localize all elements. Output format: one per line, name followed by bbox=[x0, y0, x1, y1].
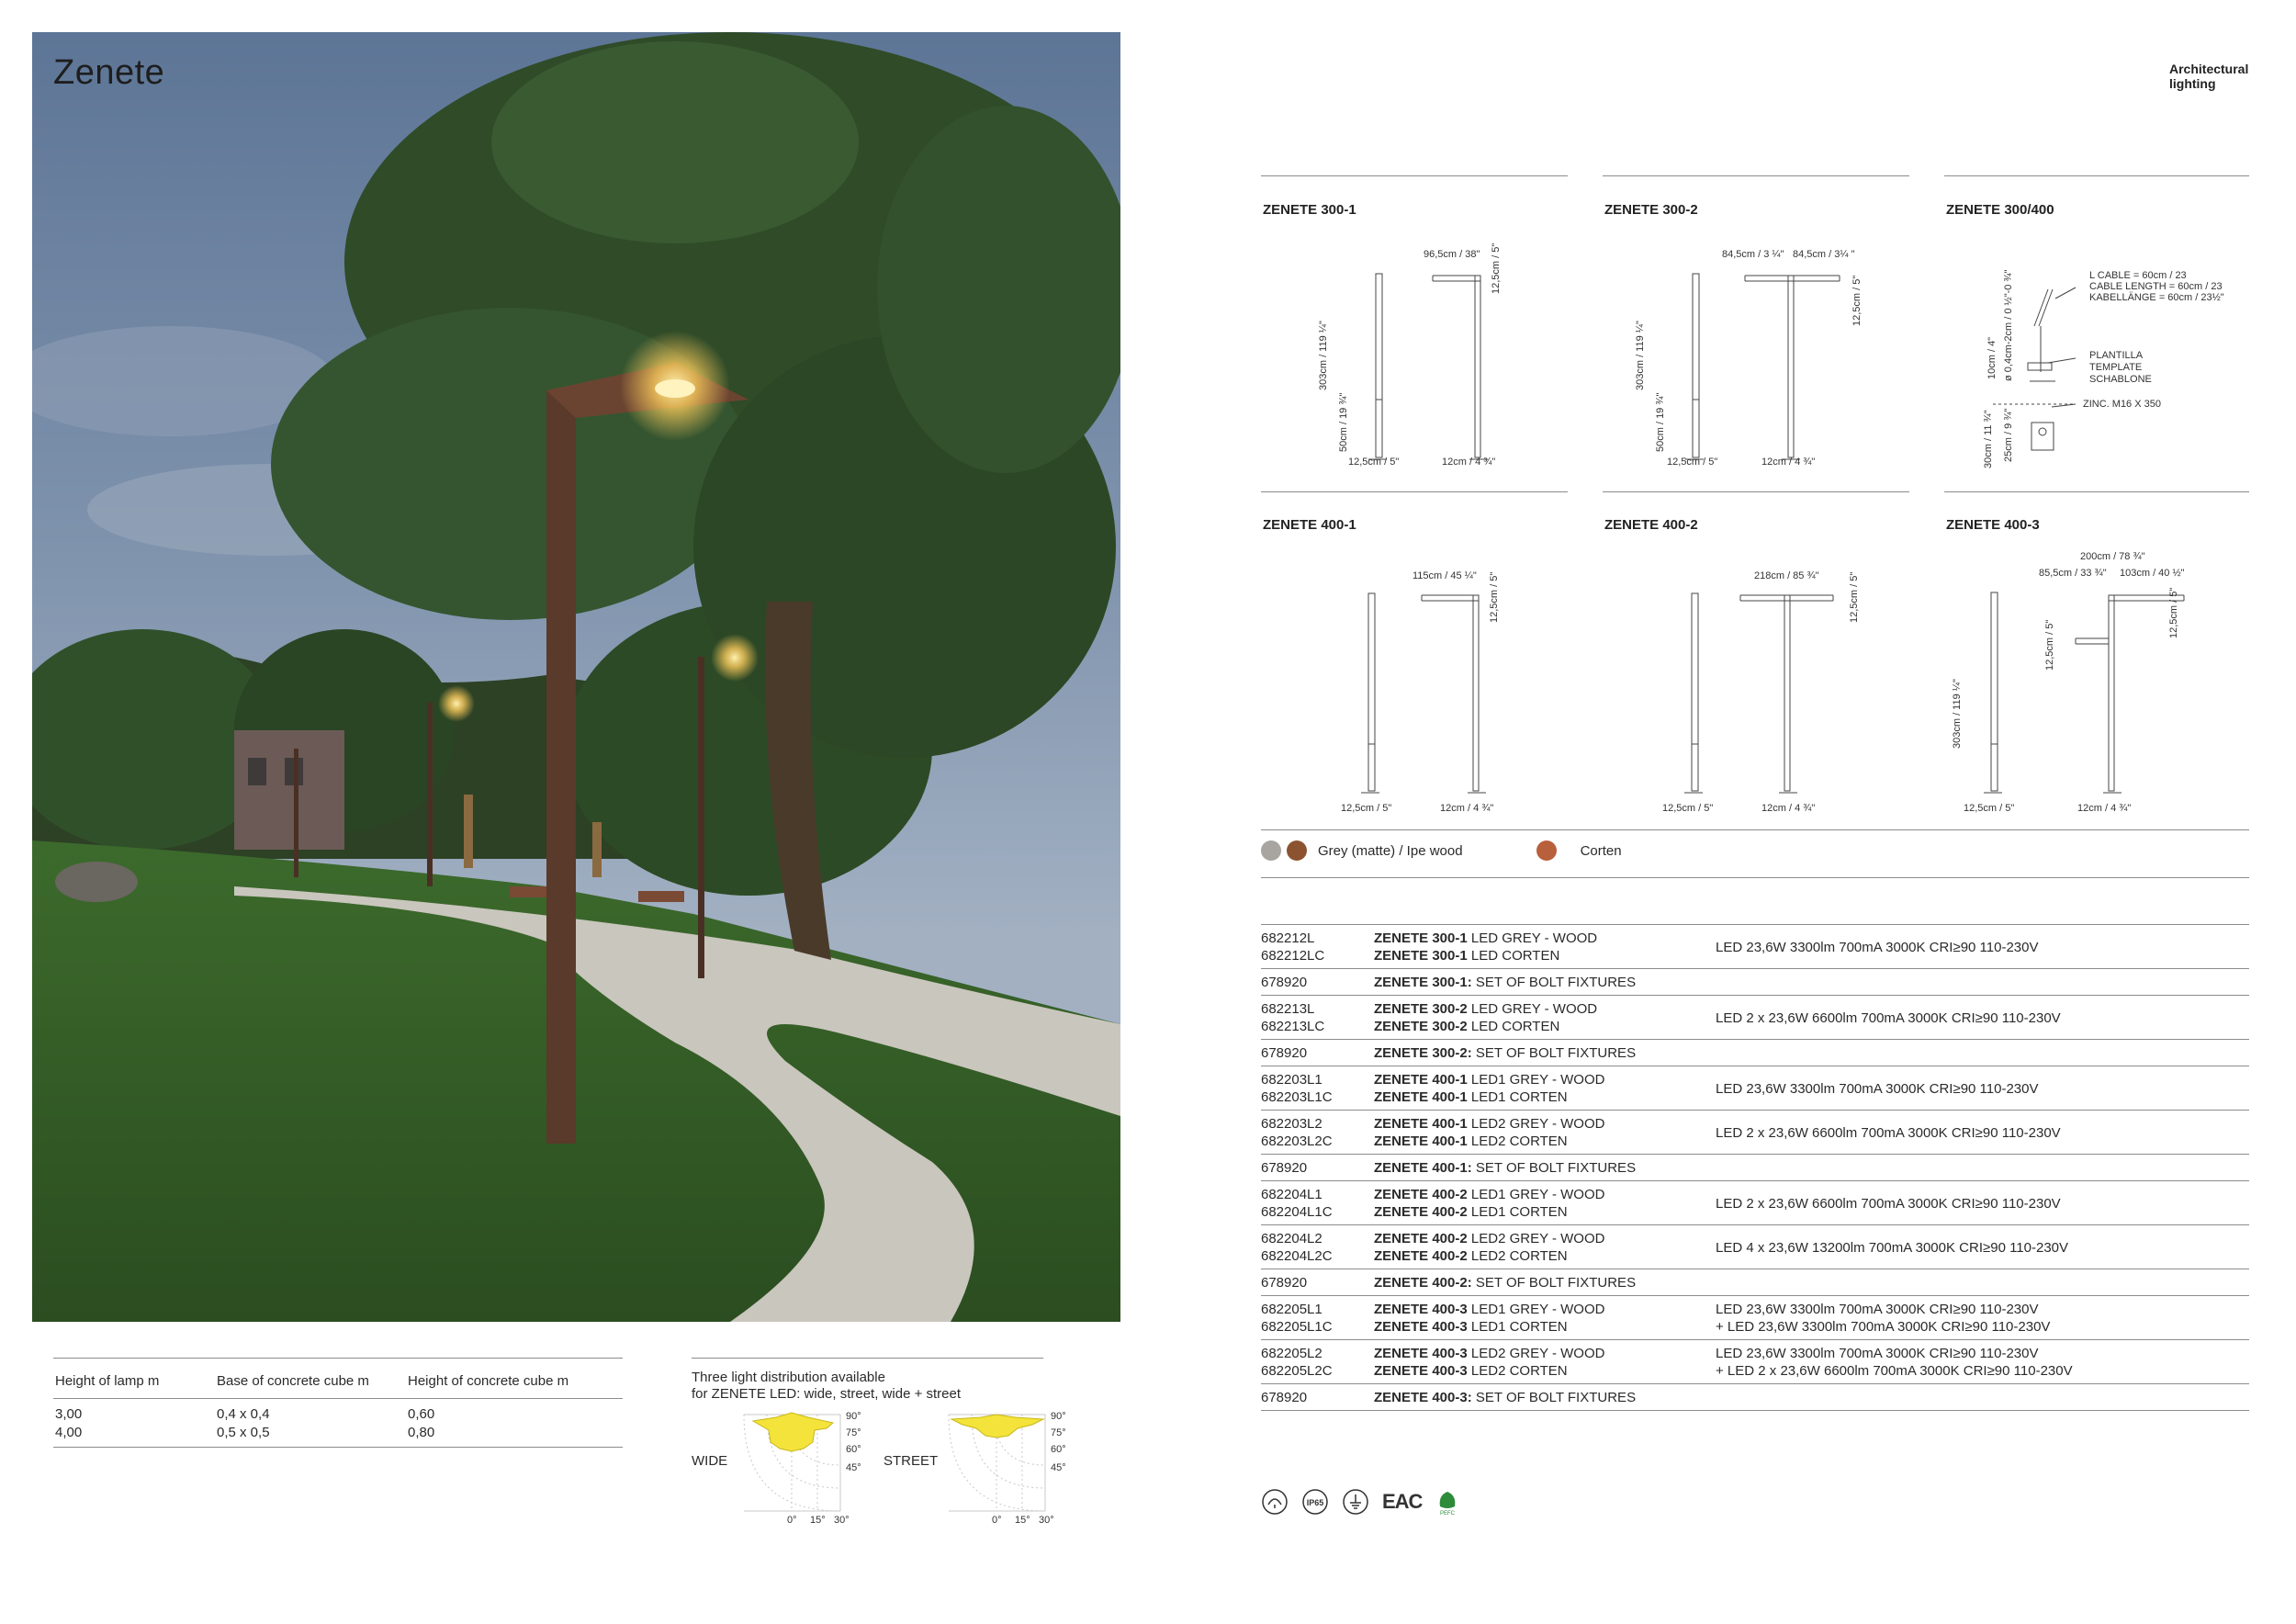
drawing-title-400-3: ZENETE 400-3 bbox=[1946, 517, 2040, 533]
table-row bbox=[1261, 1224, 2249, 1269]
product-name bbox=[1374, 1230, 1716, 1265]
angle-label: 15° bbox=[810, 1515, 826, 1525]
product-name bbox=[1374, 1115, 1716, 1150]
model-name: ZENETE 400-2 bbox=[1374, 1231, 1468, 1246]
angle-label: 0° bbox=[992, 1515, 1002, 1525]
divider bbox=[1944, 491, 2249, 492]
variant-name: LED1 CORTEN bbox=[1467, 1089, 1568, 1105]
table-row bbox=[1261, 924, 2249, 968]
street-label: STREET bbox=[884, 1453, 939, 1469]
dim-total: 200cm / 78 ¾" bbox=[2080, 551, 2145, 562]
variant-name: LED1 GREY - WOOD bbox=[1467, 1302, 1605, 1317]
code-line: 682203L1C bbox=[1261, 1089, 1333, 1105]
wide-polar-diagram bbox=[739, 1410, 900, 1525]
angle-label: 75° bbox=[846, 1427, 861, 1438]
code-line: 678920 bbox=[1261, 1045, 1308, 1061]
name-line bbox=[1374, 1389, 1716, 1406]
spec-line: LED 2 x 23,6W 6600lm 700mA 3000K CRI≥90 110-230V bbox=[1716, 1195, 2061, 1212]
spec-line: LED 4 x 23,6W 13200lm 700mA 3000K CRI≥90 110-230V bbox=[1716, 1239, 2069, 1256]
name-line bbox=[1374, 1203, 1716, 1221]
drawing-title-300-1: ZENETE 300-1 bbox=[1263, 202, 1356, 218]
product-code bbox=[1261, 1000, 1374, 1035]
table-row bbox=[1261, 1383, 2249, 1410]
dim-v2: 10cm / 4" bbox=[1986, 336, 1998, 379]
dim-head: 12,5cm / 5" bbox=[1489, 571, 1500, 623]
model-name: ZENETE 400-2 bbox=[1374, 1204, 1468, 1220]
table-row bbox=[53, 1404, 623, 1423]
spec-line: LED 23,6W 3300lm 700mA 3000K CRI≥90 110-230V bbox=[1716, 939, 2039, 955]
product-name bbox=[1374, 1345, 1716, 1380]
product-name bbox=[1374, 1000, 1716, 1035]
variant-name: LED2 CORTEN bbox=[1467, 1363, 1568, 1379]
table-row bbox=[1261, 1269, 2249, 1295]
product-name bbox=[1374, 974, 1716, 991]
name-line bbox=[1374, 1159, 1716, 1177]
model-name: ZENETE 400-1: bbox=[1374, 1160, 1472, 1176]
angle-label: 60° bbox=[1051, 1444, 1066, 1455]
code-line: 678920 bbox=[1261, 975, 1308, 990]
model-name: ZENETE 400-1 bbox=[1374, 1133, 1468, 1149]
drawing-300-400 bbox=[1975, 243, 2241, 482]
product-code bbox=[1261, 1044, 1374, 1062]
variant-name: LED2 GREY - WOOD bbox=[1467, 1231, 1605, 1246]
code-line: 682212L bbox=[1261, 930, 1315, 946]
brand-line-2: lighting bbox=[2169, 76, 2216, 91]
variant-name: LED2 GREY - WOOD bbox=[1467, 1116, 1605, 1132]
brand-label bbox=[2169, 62, 2248, 91]
earth-ground-icon bbox=[1342, 1488, 1369, 1516]
model-name: ZENETE 300-1 bbox=[1374, 948, 1468, 964]
cell: 0,4 x 0,4 bbox=[217, 1406, 270, 1422]
product-spec bbox=[1716, 1080, 2249, 1098]
name-line bbox=[1374, 1274, 1716, 1291]
divider bbox=[1261, 491, 1568, 492]
product-name bbox=[1374, 1274, 1716, 1291]
angle-label: 90° bbox=[846, 1411, 861, 1422]
model-name: ZENETE 300-2 bbox=[1374, 1019, 1468, 1034]
dim-height: 303cm / 119 ¼" bbox=[1952, 679, 1963, 749]
dim-head-left: 12,5cm / 5" bbox=[2044, 619, 2055, 671]
model-name: ZENETE 300-2 bbox=[1374, 1001, 1468, 1017]
name-line bbox=[1374, 1088, 1716, 1106]
code-line: 682205L2C bbox=[1261, 1363, 1333, 1379]
angle-label: 45° bbox=[1051, 1462, 1066, 1473]
spec-line: LED 23,6W 3300lm 700mA 3000K CRI≥90 110-230V bbox=[1716, 1346, 2039, 1361]
dim-width-2: 12cm / 4 ¾" bbox=[2077, 803, 2132, 814]
ip-label: IP65 bbox=[1306, 1498, 1324, 1507]
product-spec bbox=[1716, 1345, 2249, 1380]
name-line bbox=[1374, 1230, 1716, 1247]
code-line: 682204L2C bbox=[1261, 1248, 1333, 1264]
cable-label-1: L CABLE = 60cm / 23 bbox=[2089, 270, 2187, 281]
cell: 4,00 bbox=[55, 1425, 83, 1440]
light-distribution bbox=[692, 1358, 1043, 1403]
drawing-400-2 bbox=[1662, 560, 1892, 818]
cable-label-3: KABELLÄNGE = 60cm / 23½" bbox=[2089, 292, 2224, 303]
dim-width-1: 12,5cm / 5" bbox=[1341, 803, 1392, 814]
table-row bbox=[1261, 968, 2249, 995]
table-row bbox=[1261, 1154, 2249, 1180]
product-spec bbox=[1716, 1301, 2249, 1336]
variant-name: SET OF BOLT FIXTURES bbox=[1471, 1160, 1637, 1176]
table-row bbox=[1261, 995, 2249, 1039]
model-name: ZENETE 300-1 bbox=[1374, 930, 1468, 946]
code-line: 682203L2C bbox=[1261, 1133, 1333, 1149]
dim-width-1: 12,5cm / 5" bbox=[1667, 457, 1718, 468]
model-name: ZENETE 400-1 bbox=[1374, 1072, 1468, 1088]
dim-v1: ø 0,4cm-2cm / 0 ½"-0 ¾" bbox=[2003, 269, 2014, 381]
product-spec bbox=[1716, 1124, 2249, 1142]
dim-base: 50cm / 19 ¾" bbox=[1655, 392, 1666, 452]
model-name: ZENETE 300-2: bbox=[1374, 1045, 1472, 1061]
angle-label: 45° bbox=[846, 1462, 861, 1473]
certifications bbox=[1261, 1488, 1460, 1516]
model-name: ZENETE 400-1 bbox=[1374, 1116, 1468, 1132]
dim-arm: 96,5cm / 38" bbox=[1424, 249, 1480, 260]
model-name: ZENETE 400-2: bbox=[1374, 1275, 1472, 1291]
drawing-300-2 bbox=[1630, 239, 1896, 478]
dim-base: 50cm / 19 ¾" bbox=[1338, 392, 1349, 452]
name-line bbox=[1374, 1345, 1716, 1362]
table-row bbox=[1261, 1110, 2249, 1154]
model-name: ZENETE 400-3 bbox=[1374, 1363, 1468, 1379]
divider bbox=[1261, 1410, 2249, 1411]
pefc-leaf-icon bbox=[1435, 1488, 1460, 1516]
product-spec bbox=[1716, 1239, 2249, 1257]
name-line bbox=[1374, 1044, 1716, 1062]
dim-width-1: 12,5cm / 5" bbox=[1964, 803, 2015, 814]
variant-name: SET OF BOLT FIXTURES bbox=[1471, 1275, 1637, 1291]
model-name: ZENETE 400-3 bbox=[1374, 1302, 1468, 1317]
street-polar-diagram bbox=[944, 1410, 1105, 1525]
product-spec bbox=[1716, 1009, 2249, 1027]
name-line bbox=[1374, 1186, 1716, 1203]
ip-rating-icon bbox=[1301, 1488, 1329, 1516]
product-code bbox=[1261, 1345, 1374, 1380]
name-line bbox=[1374, 947, 1716, 964]
product-name bbox=[1374, 1044, 1716, 1062]
eac-mark-icon: EAC bbox=[1382, 1490, 1423, 1513]
code-line: 682203L1 bbox=[1261, 1072, 1322, 1088]
variant-name: SET OF BOLT FIXTURES bbox=[1471, 975, 1637, 990]
variant-name: SET OF BOLT FIXTURES bbox=[1471, 1045, 1637, 1061]
name-line bbox=[1374, 1247, 1716, 1265]
dim-width-2: 12cm / 4 ¾" bbox=[1761, 457, 1816, 468]
dim-width-1: 12,5cm / 5" bbox=[1348, 457, 1400, 468]
model-name: ZENETE 400-2 bbox=[1374, 1187, 1468, 1202]
spec-line: LED 23,6W 3300lm 700mA 3000K CRI≥90 110-230V bbox=[1716, 1080, 2039, 1097]
dim-v4: 30cm / 11 ¾" bbox=[1983, 410, 1994, 468]
table-row bbox=[53, 1423, 623, 1441]
finish-label-1: Grey (matte) / Ipe wood bbox=[1318, 842, 1463, 859]
name-line bbox=[1374, 1071, 1716, 1088]
dim-arm: 218cm / 85 ¾" bbox=[1754, 570, 1819, 581]
model-name: ZENETE 400-2 bbox=[1374, 1248, 1468, 1264]
product-code bbox=[1261, 1274, 1374, 1291]
code-line: 682212LC bbox=[1261, 948, 1325, 964]
template-label-3: SCHABLONE bbox=[2089, 374, 2152, 385]
variant-name: LED1 GREY - WOOD bbox=[1467, 1072, 1605, 1088]
product-spec bbox=[1716, 939, 2249, 956]
template-label-1: PLANTILLA bbox=[2089, 350, 2144, 361]
dimension-table bbox=[53, 1358, 623, 1448]
code-line: 682213LC bbox=[1261, 1019, 1325, 1034]
product-photo bbox=[32, 32, 1120, 1322]
name-line bbox=[1374, 1133, 1716, 1150]
header-base-of-cube: Base of concrete cube m bbox=[217, 1373, 369, 1389]
model-name: ZENETE 400-3 bbox=[1374, 1346, 1468, 1361]
product-name bbox=[1374, 1186, 1716, 1221]
drawing-title-300-2: ZENETE 300-2 bbox=[1604, 202, 1698, 218]
divider bbox=[1944, 175, 2249, 176]
finish-label-2: Corten bbox=[1580, 842, 1622, 859]
distribution-line-1: Three light distribution available bbox=[692, 1370, 885, 1385]
cell: 3,00 bbox=[55, 1406, 83, 1422]
dim-arm-right: 84,5cm / 3¼ " bbox=[1793, 249, 1855, 260]
product-table bbox=[1261, 924, 2249, 1411]
cell: 0,60 bbox=[408, 1406, 435, 1422]
spec-line: LED 2 x 23,6W 6600lm 700mA 3000K CRI≥90 110-230V bbox=[1716, 1124, 2061, 1141]
dim-width-2: 12cm / 4 ¾" bbox=[1440, 803, 1494, 814]
spec-line: LED 23,6W 3300lm 700mA 3000K CRI≥90 110-230V bbox=[1716, 1302, 2039, 1317]
cell: 0,5 x 0,5 bbox=[217, 1425, 270, 1440]
product-name bbox=[1374, 1071, 1716, 1106]
angle-label: 60° bbox=[846, 1444, 861, 1455]
code-line: 682205L1C bbox=[1261, 1319, 1333, 1335]
dim-arm-right: 103cm / 40 ½" bbox=[2120, 568, 2185, 579]
divider bbox=[1261, 175, 1568, 176]
cell: 0,80 bbox=[408, 1425, 435, 1440]
code-line: 682203L2 bbox=[1261, 1116, 1322, 1132]
angle-label: 30° bbox=[834, 1515, 850, 1525]
dim-width-2: 12cm / 4 ¾" bbox=[1442, 457, 1496, 468]
code-line: 682205L1 bbox=[1261, 1302, 1322, 1317]
drawing-400-3 bbox=[1947, 547, 2245, 818]
lamp-rating-icon bbox=[1261, 1488, 1289, 1516]
dim-width-1: 12,5cm / 5" bbox=[1662, 803, 1714, 814]
product-code bbox=[1261, 930, 1374, 964]
dim-head: 12,5cm / 5" bbox=[1851, 275, 1863, 326]
product-name bbox=[1374, 930, 1716, 964]
product-code bbox=[1261, 1115, 1374, 1150]
name-line bbox=[1374, 1018, 1716, 1035]
name-line bbox=[1374, 1318, 1716, 1336]
product-name bbox=[1374, 1159, 1716, 1177]
product-code bbox=[1261, 1186, 1374, 1221]
table-row bbox=[1261, 1039, 2249, 1066]
name-line bbox=[1374, 1115, 1716, 1133]
spec-line: LED 2 x 23,6W 6600lm 700mA 3000K CRI≥90 110-230V bbox=[1716, 1009, 2061, 1026]
dim-width-2: 12cm / 4 ¾" bbox=[1761, 803, 1816, 814]
product-code bbox=[1261, 1071, 1374, 1106]
angle-label: 15° bbox=[1015, 1515, 1030, 1525]
table-row bbox=[1261, 1066, 2249, 1110]
dim-arm-left: 84,5cm / 3 ¼" bbox=[1722, 249, 1784, 260]
name-line bbox=[1374, 1362, 1716, 1380]
drawing-title-400-2: ZENETE 400-2 bbox=[1604, 517, 1698, 533]
corten-swatch bbox=[1536, 840, 1557, 861]
angle-label: 30° bbox=[1039, 1515, 1054, 1525]
dim-arm: 115cm / 45 ¼" bbox=[1412, 570, 1477, 581]
name-line bbox=[1374, 930, 1716, 947]
variant-name: LED2 CORTEN bbox=[1467, 1248, 1568, 1264]
product-code bbox=[1261, 1301, 1374, 1336]
product-name bbox=[1374, 1301, 1716, 1336]
brand-line-1: Architectural bbox=[2169, 62, 2249, 76]
distribution-line-2: for ZENETE LED: wide, street, wide + street bbox=[692, 1386, 962, 1402]
photo-title: Zenete bbox=[53, 53, 165, 92]
dim-head: 12,5cm / 5" bbox=[1491, 242, 1502, 294]
finishes bbox=[1261, 840, 1622, 861]
divider bbox=[1261, 829, 2249, 830]
code-line: 682205L2 bbox=[1261, 1346, 1322, 1361]
wood-swatch bbox=[1287, 840, 1307, 861]
divider bbox=[1603, 491, 1909, 492]
angle-label: 75° bbox=[1051, 1427, 1066, 1438]
code-line: 678920 bbox=[1261, 1160, 1308, 1176]
wide-label: WIDE bbox=[692, 1453, 728, 1469]
dim-height: 303cm / 119 ¼" bbox=[1318, 321, 1329, 390]
dim-head: 12,5cm / 5" bbox=[1849, 571, 1860, 623]
drawing-400-1 bbox=[1341, 560, 1561, 818]
model-name: ZENETE 400-3: bbox=[1374, 1390, 1472, 1405]
header-height-of-cube: Height of concrete cube m bbox=[408, 1373, 569, 1389]
variant-name: LED CORTEN bbox=[1467, 948, 1560, 964]
angle-label: 90° bbox=[1051, 1411, 1066, 1422]
product-code bbox=[1261, 1230, 1374, 1265]
name-line bbox=[1374, 974, 1716, 991]
code-line: 682204L2 bbox=[1261, 1231, 1322, 1246]
model-name: ZENETE 400-1 bbox=[1374, 1089, 1468, 1105]
drawing-300-1 bbox=[1304, 239, 1543, 478]
code-line: 682204L1C bbox=[1261, 1204, 1333, 1220]
spec-line: + LED 2 x 23,6W 6600lm 700mA 3000K CRI≥90 110-230V bbox=[1716, 1363, 2073, 1379]
product-code bbox=[1261, 974, 1374, 991]
variant-name: LED CORTEN bbox=[1467, 1019, 1560, 1034]
variant-name: LED2 GREY - WOOD bbox=[1467, 1346, 1605, 1361]
cable-label-2: CABLE LENGTH = 60cm / 23 bbox=[2089, 281, 2223, 292]
dim-arm-left: 85,5cm / 33 ¾" bbox=[2039, 568, 2107, 579]
divider bbox=[1603, 175, 1909, 176]
product-name bbox=[1374, 1389, 1716, 1406]
name-line bbox=[1374, 1301, 1716, 1318]
code-line: 678920 bbox=[1261, 1390, 1308, 1405]
product-code bbox=[1261, 1389, 1374, 1406]
variant-name: SET OF BOLT FIXTURES bbox=[1471, 1390, 1637, 1405]
table-row bbox=[1261, 1295, 2249, 1339]
dim-head-right: 12,5cm / 5" bbox=[2168, 587, 2179, 638]
code-line: 678920 bbox=[1261, 1275, 1308, 1291]
product-spec bbox=[1716, 1195, 2249, 1212]
variant-name: LED GREY - WOOD bbox=[1467, 1001, 1598, 1017]
variant-name: LED1 CORTEN bbox=[1467, 1204, 1568, 1220]
model-name: ZENETE 300-1: bbox=[1374, 975, 1472, 990]
product-code bbox=[1261, 1159, 1374, 1177]
zinc-label: ZINC. M16 X 350 bbox=[2083, 399, 2161, 410]
variant-name: LED GREY - WOOD bbox=[1467, 930, 1598, 946]
code-line: 682213L bbox=[1261, 1001, 1315, 1017]
drawing-title-400-1: ZENETE 400-1 bbox=[1263, 517, 1356, 533]
divider bbox=[1261, 877, 2249, 878]
dim-height: 303cm / 119 ¼" bbox=[1635, 321, 1646, 390]
template-label-2: TEMPLATE bbox=[2089, 362, 2143, 373]
dim-v3: 25cm / 9 ¾" bbox=[2003, 408, 2014, 462]
drawing-title-300-400: ZENETE 300/400 bbox=[1946, 202, 2054, 218]
grey-swatch bbox=[1261, 840, 1281, 861]
dimension-table-header bbox=[53, 1359, 623, 1398]
pefc-label: PEFC bbox=[1440, 1511, 1456, 1516]
table-row bbox=[1261, 1180, 2249, 1224]
variant-name: LED1 CORTEN bbox=[1467, 1319, 1568, 1335]
angle-label: 0° bbox=[787, 1515, 797, 1525]
header-height-of-lamp: Height of lamp m bbox=[55, 1373, 160, 1389]
name-line bbox=[1374, 1000, 1716, 1018]
table-row bbox=[1261, 1339, 2249, 1383]
variant-name: LED2 CORTEN bbox=[1467, 1133, 1568, 1149]
model-name: ZENETE 400-3 bbox=[1374, 1319, 1468, 1335]
code-line: 682204L1 bbox=[1261, 1187, 1322, 1202]
spec-line: + LED 23,6W 3300lm 700mA 3000K CRI≥90 110-230V bbox=[1716, 1319, 2051, 1335]
variant-name: LED1 GREY - WOOD bbox=[1467, 1187, 1605, 1202]
